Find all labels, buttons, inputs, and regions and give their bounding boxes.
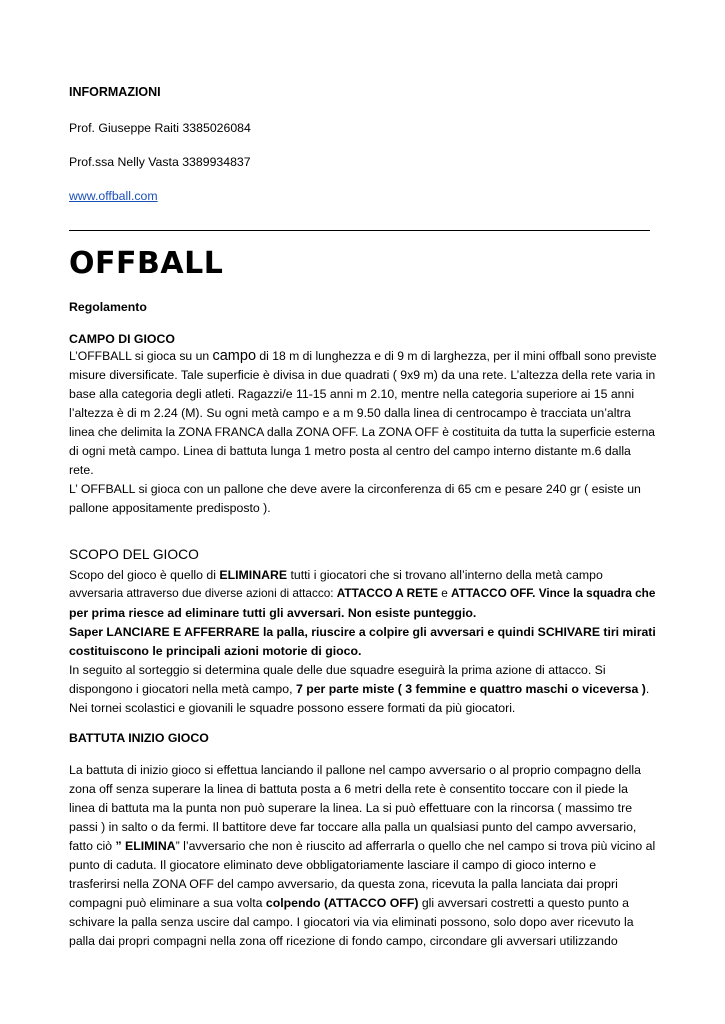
campo-line: L’ OFFBALL si gioca con un pallone che deve avere la circonferenza di 65 cm e pesare 240 gr ( esiste un	[69, 482, 641, 496]
scopo-line: avversaria attraverso due diverse azioni di attacco: ATTACCO A RETE e ATTACCO OFF. Vince la squadra che	[69, 587, 656, 600]
section-heading-scopo: SCOPO DEL GIOCO	[69, 547, 199, 562]
campo-line: rete.	[69, 463, 94, 477]
scopo-line: Nei tornei scolastici e giovanili le squadre possono essere formati da più giocatori.	[69, 701, 516, 715]
scopo-line: Saper LANCIARE E AFFERRARE la palla, riuscire a colpire gli avversari e quindi SCHIVARE tiri mirati	[69, 625, 656, 639]
battuta-line: trasferirsi nella ZONA OFF del campo avversario, da questa zona, ricevuta la palla lanciata dai propri	[69, 877, 618, 891]
scopo-line: In seguito al sorteggio si determina quale delle due squadre eseguirà la prima azione di attacco. Si	[69, 663, 606, 677]
battuta-line: schivare la palla senza uscire dal campo. I giocatori via via eliminati possono, solo dopo aver ricevuto la	[69, 915, 634, 929]
battuta-line: zona off senza superare la linea di battuta posta a 6 metri della rete è consentito toccare con il piede la	[69, 782, 628, 796]
battuta-line: palla dai propri compagni nella zona off ricezione di fondo campo, circondare gli avversari utilizzando	[69, 934, 618, 948]
battuta-line: La battuta di inizio gioco si effettua lanciando il pallone nel campo avversario o al proprio compagno della	[69, 763, 641, 777]
contact-raiti: Prof. Giuseppe Raiti 3385026084	[69, 121, 251, 135]
contact-vasta: Prof.ssa Nelly Vasta 3389934837	[69, 155, 251, 169]
battuta-line: passi ) in salto o da fermi. Il battitore deve far toccare alla palla un qualsiasi punto del campo avversario,	[69, 820, 637, 834]
campo-line: pallone appositamente predisposto ).	[69, 501, 271, 515]
campo-line: l’altezza è di m 2.24 (M). Su ogni metà campo e a m 9.50 dalla linea di centrocampo è tracciata un’altra	[69, 406, 631, 420]
document-subtitle: Regolamento	[69, 300, 147, 314]
scopo-line: dispongono i giocatori nella metà campo, 7 per parte miste ( 3 femmine e quattro maschi o viceversa ).	[69, 682, 650, 696]
battuta-line: punto di caduta. Il giocatore eliminato deve obbligatoriamente lasciare il campo di gioco interno e	[69, 858, 597, 872]
battuta-line: fatto ciò ” ELIMINA” l’avversario che non è riuscito ad afferrarla o quello che nel campo si trova più vicino al	[69, 839, 656, 853]
campo-line: linea che delimita la ZONA FRANCA dalla ZONA OFF. La ZONA OFF è costituita da tutta la superficie esterna	[69, 425, 656, 439]
document-title: OFFBALL	[69, 246, 224, 281]
campo-line: di ogni metà campo. Linea di battuta lunga 1 metro posta al centro del campo interno distante m.6 dalla	[69, 444, 631, 458]
campo-line: base alla categoria degli atleti. Ragazzi/e 11-15 anni m 2.10, mentre nella categoria superiore ai 15 anni	[69, 387, 635, 401]
website-link[interactable]: www.offball.com	[69, 189, 158, 203]
campo-line: L’OFFBALL si gioca su un campo di 18 m di lunghezza e di 9 m di larghezza, per il mini offball sono previste	[69, 348, 657, 364]
info-heading: INFORMAZIONI	[69, 85, 161, 99]
battuta-line: linea di battuta ma la punta non può superare la linea. La si può effettuare con la rincorsa ( massimo tre	[69, 801, 633, 815]
battuta-line: compagni può eliminare a sua volta colpendo (ATTACCO OFF) gli avversari costretti a questo punto a	[69, 896, 629, 910]
scopo-line: costituiscono le principali azioni motorie di gioco.	[69, 644, 362, 658]
scopo-line: Scopo del gioco è quello di ELIMINARE tutti i giocatori che si trovano all’interno della metà campo	[69, 568, 603, 582]
campo-line: misure diversificate. Tale superficie è divisa in due quadrati ( 9x9 m) da una rete. L’altezza della rete varia in	[69, 368, 656, 382]
section-heading-campo: CAMPO DI GIOCO	[69, 332, 175, 346]
scopo-line: per prima riesce ad eliminare tutti gli avversari. Non esiste punteggio.	[69, 606, 477, 620]
section-heading-battuta: BATTUTA INIZIO GIOCO	[69, 731, 209, 745]
horizontal-rule	[69, 230, 650, 231]
